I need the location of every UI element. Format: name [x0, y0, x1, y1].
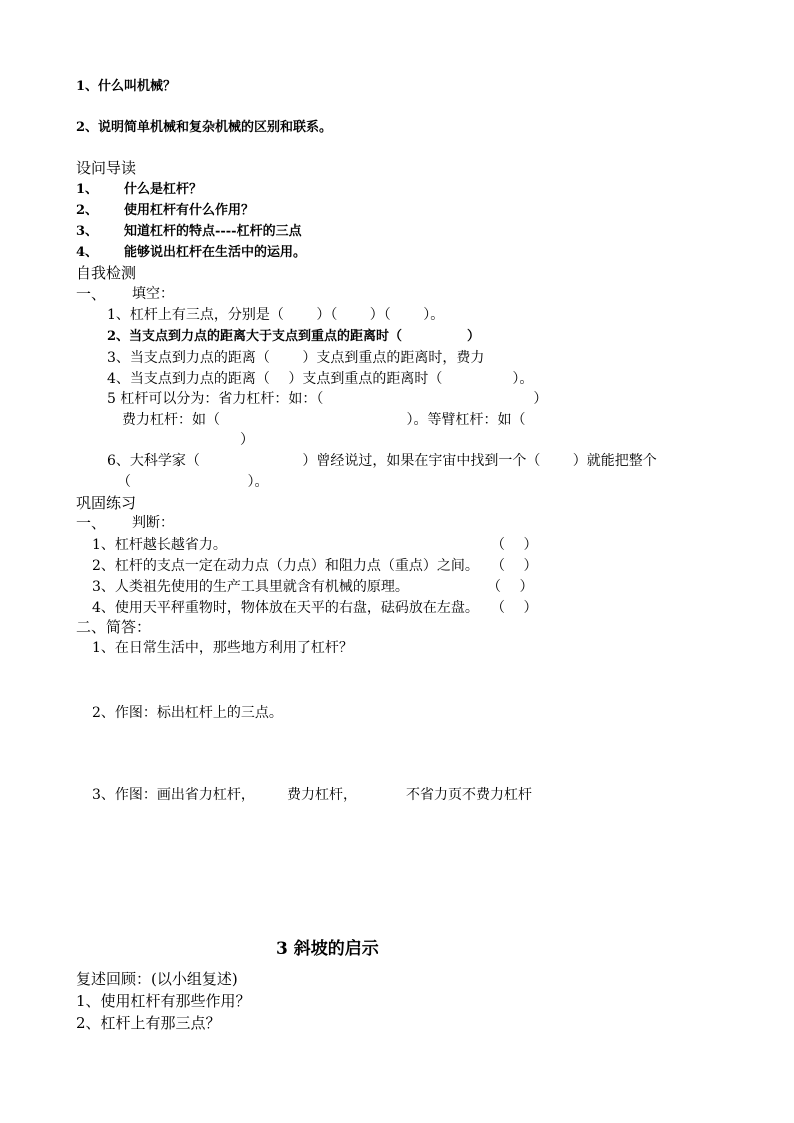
- fill-section-number: 一、: [76, 285, 107, 303]
- fill-item: 2、当支点到力点的距离大于支点到重点的距离时（ ）: [107, 329, 481, 344]
- short-answer-question: 1、在日常生活中，那些地方利用了杠杆？: [92, 640, 353, 656]
- fill-item-continued: （ ）。: [117, 474, 269, 490]
- drawing-question-three-points: 2、作图：标出杠杆上的三点。: [92, 705, 283, 721]
- guide-item-text: 知道杠杆的特点----杠杆的三点: [124, 224, 302, 239]
- review-heading: 复述回顾：(以小组复述): [76, 970, 238, 988]
- fill-section-label: 填空：: [132, 286, 174, 302]
- fill-item: 费力杠杆：如（ ）。等臂杠杆：如（: [122, 412, 526, 428]
- judge-section-label: 判断：: [132, 515, 174, 531]
- guide-item-text: 能够说出杠杆在生活中的运用。: [124, 245, 307, 260]
- guide-item-text: 什么是杠杆？: [124, 182, 203, 197]
- practice-heading: 巩固练习: [76, 494, 137, 512]
- guide-item-num: 3、: [76, 224, 99, 239]
- drawing-question-effort-lever: 费力杠杆，: [287, 787, 357, 803]
- judge-section-number: 一、: [76, 514, 107, 532]
- selfcheck-heading: 自我检测: [76, 264, 137, 282]
- guide-item-num: 4、: [76, 245, 99, 260]
- judge-answer-blank: （ ）: [491, 600, 538, 616]
- question-simple-vs-complex: 2、说明简单机械和复杂机械的区别和联系。: [76, 120, 333, 135]
- judge-item: 3、人类祖先使用的生产工具里就含有机械的原理。: [92, 579, 409, 595]
- review-question: 1、使用杠杆有那些作用？: [76, 992, 251, 1010]
- fill-item: 1、杠杆上有三点，分别是（ ）（ ）（ ）。: [107, 307, 445, 323]
- guide-item-text: 使用杠杆有什么作用？: [124, 203, 255, 218]
- drawing-question-lever-types: 3、作图：画出省力杠杆，: [92, 787, 255, 803]
- short-answer-heading: 二、简答：: [76, 618, 152, 636]
- judge-answer-blank: （ ）: [491, 537, 538, 553]
- review-question: 2、杠杆上有那三点？: [76, 1014, 221, 1032]
- fill-item: 5 杠杆可以分为：省力杠杆：如：（ ）: [107, 391, 548, 407]
- guide-heading: 设问导读: [76, 159, 137, 177]
- judge-answer-blank: （ ）: [487, 579, 534, 595]
- judge-answer-blank: （ ）: [491, 558, 538, 574]
- judge-item: 1、杠杆越长越省力。: [92, 537, 227, 553]
- fill-item: 3、当支点到力点的距离（ ）支点到重点的距离时，费力: [107, 350, 485, 366]
- guide-item-num: 2、: [76, 203, 99, 218]
- drawing-question-neutral-lever: 不省力页不费力杠杆: [406, 787, 532, 803]
- judge-item: 4、使用天平秤重物时，物体放在天平的右盘，砝码放在左盘。: [92, 600, 479, 616]
- fill-item: 4、当支点到力点的距离（ ）支点到重点的距离时（ ）。: [107, 371, 534, 387]
- guide-item-num: 1、: [76, 182, 99, 197]
- judge-item: 2、杠杆的支点一定在动力点（力点）和阻力点（重点）之间。: [92, 558, 479, 574]
- fill-item: 6、大科学家（ ）曾经说过，如果在宇宙中找到一个（ ）就能把整个: [107, 453, 657, 469]
- fill-item-continued: ）: [240, 432, 254, 448]
- lesson-title: 3 斜坡的启示: [276, 939, 379, 959]
- question-what-is-machine: 1、什么叫机械？: [76, 79, 177, 94]
